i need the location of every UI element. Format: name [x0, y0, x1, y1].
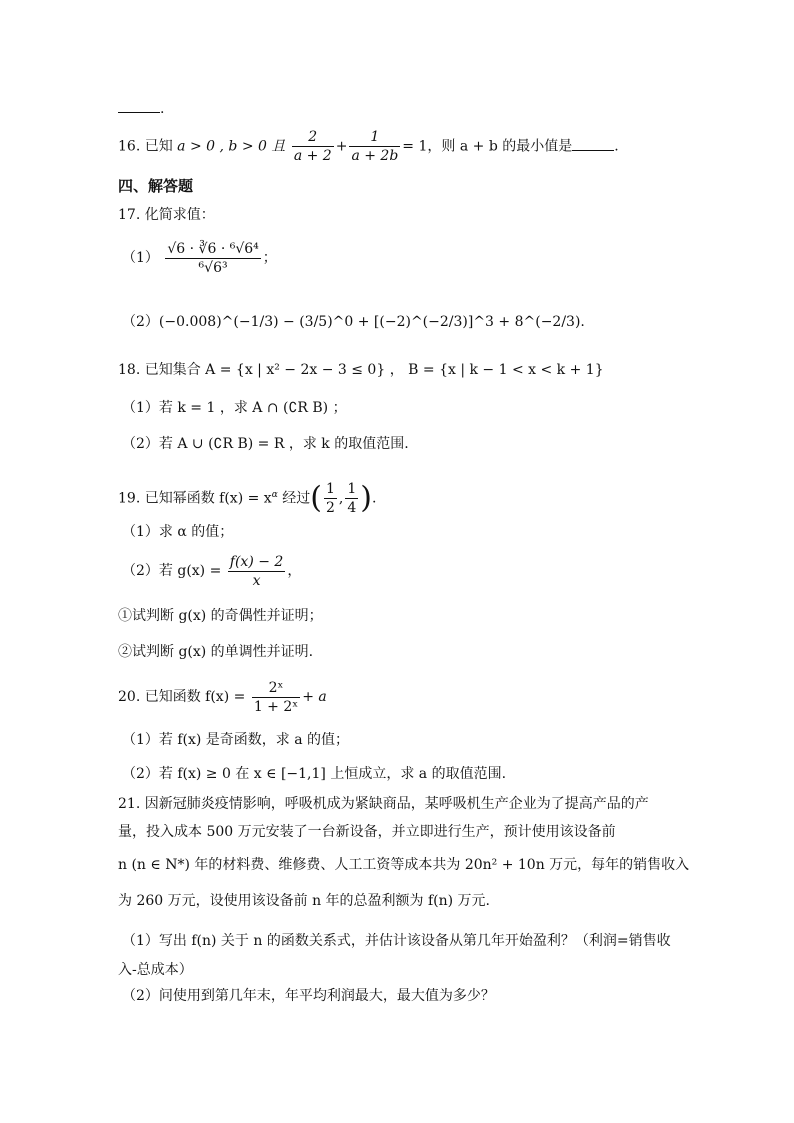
question-19-part-2: （2）若 g(x) = $\frac{f(x) - 2}{x}$ ，: [122, 553, 302, 589]
question-17-title: 17. 化简求值：: [118, 207, 215, 223]
question-21-line-2: 量，投入成本 500 万元安装了一台新设备，并立即进行生产，预计使用该设备前: [118, 824, 616, 840]
question-18-part-2: （2）若 A ∪ (∁R B) = R ，求 k 的取值范围.: [122, 436, 409, 452]
question-17-part-2: （2）(−0.008)^(−1/3) − (3/5)^0 + [(−2)^(−2/3)]^3 + 8^(−2/3).: [122, 314, 585, 330]
answer-blank: [572, 136, 614, 151]
q15-answer-line: .: [118, 98, 164, 119]
question-21-part-1: （1）写出 f(n) 关于 n 的函数关系式，并估计该设备从第几年开始盈利？（利润=销售收: [122, 933, 671, 949]
question-20-part-1: （1）若 f(x) 是奇函数，求 a 的值；: [122, 732, 350, 748]
fraction-1: $\frac{2}{a + 2}$: [293, 129, 332, 164]
question-18-title: 18. 已知集合 A = {x | x² − 2x − 3 ≤ 0} ， B = {x | k − 1 < x < k + 1}: [118, 362, 604, 378]
question-21-part-2: （2）问使用到第几年末，年平均利润最大，最大值为多少？: [122, 988, 495, 1004]
question-16: 16. 已知 a > 0 , b > 0 且 $\frac{2}{a + 2}$ + $\frac{1}{a + 2b}$ = 1，则 a + b 的最小值是 .: [118, 129, 619, 164]
fraction-2: $\frac{1}{a + 2b}$: [351, 129, 399, 164]
f-fraction: $\frac{\text{2ˣ}}{\text{1 + 2ˣ}}$: [253, 679, 299, 715]
question-20-part-2: （2）若 f(x) ≥ 0 在 x ∈ [−1,1] 上恒成立，求 a 的取值范围.: [122, 766, 507, 782]
question-20-title: 20. 已知函数 f(x) = $\frac{\text{2ˣ}}{\text{1 + 2ˣ}}$ + a: [118, 679, 327, 715]
radical-fraction: $\frac{\text{√6 · ∛6 · ⁶√6⁴}}{\text{⁶√6³}}$: [167, 240, 259, 276]
question-17-part-1: （1） $\frac{\text{√6 · ∛6 · ⁶√6⁴}}{\text{⁶√6³}}$ ；: [122, 240, 277, 276]
point-y: $\frac{1}{4}$: [347, 481, 357, 517]
question-18-part-1: （1）若 k = 1 ，求 A ∩ (∁R B) ；: [122, 400, 347, 416]
point-x: $\frac{1}{2}$: [325, 481, 335, 517]
question-21-line-1: 21. 因新冠肺炎疫情影响，呼吸机成为紧缺商品，某呼吸机生产企业为了提高产品的产: [118, 796, 649, 812]
question-19-part-1: （1）求 α 的值；: [122, 524, 234, 540]
question-21-part-1-cont: 入-总成本）: [118, 962, 193, 978]
question-19-sub-1: ①试判断 g(x) 的奇偶性并证明；: [118, 608, 323, 624]
question-19-sub-2: ②试判断 g(x) 的单调性并证明.: [118, 644, 314, 660]
question-21-line-3: n (n ∈ N*) 年的材料费、维修费、人工工资等成本共为 20n² + 10n 万元，每年的销售收入: [118, 857, 690, 873]
section-heading: 四、解答题: [118, 177, 194, 195]
answer-blank: [118, 98, 160, 113]
g-fraction: $\frac{f(x) - 2}{x}$: [229, 553, 284, 589]
question-19-title: 19. 已知幂函数 $f(x) = x^\alpha$ 经过( $\frac{1}{2}$ , $\frac{1}{4}$ ).: [118, 480, 377, 517]
question-21-line-4: 为 260 万元，设使用该设备前 n 年的总盈利额为 f(n) 万元.: [118, 893, 491, 909]
